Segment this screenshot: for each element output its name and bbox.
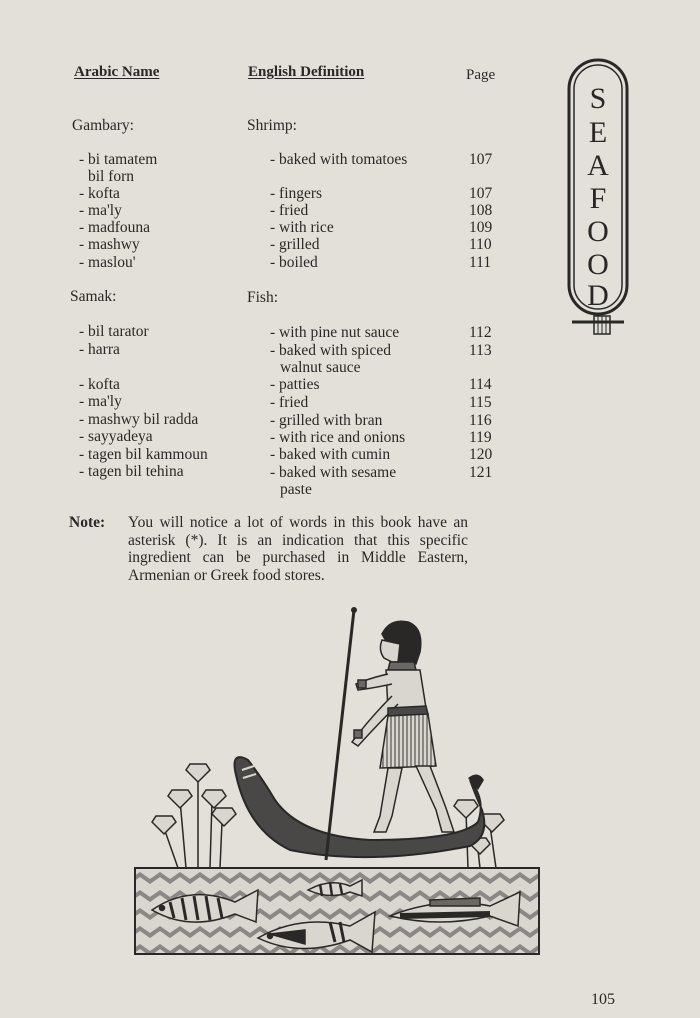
list-item-page: 109 (469, 219, 493, 236)
note-label: Note: (69, 514, 106, 531)
list-item-arabic: - tagen bil tehina (79, 463, 184, 480)
list-item-arabic: - kofta (79, 185, 120, 202)
list-item-arabic: - madfouna (79, 219, 151, 236)
section-title-shrimp: Shrimp: (247, 117, 297, 134)
list-item-page: 120 (469, 446, 493, 463)
list-item-page: 111 (469, 254, 492, 271)
list-item-page: 115 (469, 394, 492, 411)
cartouche-letter: F (589, 182, 607, 215)
list-item-page: 107 (469, 185, 493, 202)
list-item-page: 121 (469, 464, 493, 481)
section-title-samak: Samak: (70, 288, 117, 305)
list-item-page: 113 (469, 342, 492, 359)
list-item-english: - baked with spiced (270, 342, 391, 359)
cartouche-letter: A (587, 149, 609, 182)
list-item-page: 116 (469, 412, 492, 429)
list-item-english: - patties (270, 376, 320, 393)
list-item-english: - grilled (270, 236, 320, 253)
egyptian-boatman-illustration (130, 600, 542, 970)
list-item-english: walnut sauce (280, 359, 361, 376)
list-item-arabic: - tagen bil kammoun (79, 446, 208, 463)
page-number: 105 (591, 991, 615, 1008)
list-item-english: - grilled with bran (270, 412, 383, 429)
cartouche-letter: D (587, 279, 609, 312)
note-text: You will notice a lot of words in this book have an asterisk (*). It is an indication that this specific ingredient can be purchased in Middle Eastern, Armenian or Greek food stores. (128, 514, 468, 584)
list-item-page: 108 (469, 202, 493, 219)
list-item-arabic: - sayyadeya (79, 428, 153, 445)
list-item-english: - fingers (270, 185, 323, 202)
list-item-page: 110 (469, 236, 492, 253)
list-item-page: 107 (469, 151, 493, 168)
list-item-english: - baked with tomatoes (270, 151, 408, 168)
section-title-gambary: Gambary: (72, 117, 134, 134)
cartouche-letter: S (589, 82, 607, 115)
list-item-page: 112 (469, 324, 492, 341)
list-item-arabic: - ma'ly (79, 393, 122, 410)
header-page: Page (466, 67, 496, 83)
list-item-arabic: - bil tarator (79, 323, 149, 340)
list-item-english: - with rice (270, 219, 334, 236)
list-item-page: 114 (469, 376, 492, 393)
list-item-arabic: - maslou' (79, 254, 136, 271)
list-item-arabic: - bi tamatem (79, 151, 158, 168)
cartouche-letter: O (587, 248, 609, 281)
list-item-english: - fried (270, 394, 309, 411)
list-item-english: paste (280, 481, 312, 498)
list-item-arabic: bil forn (88, 168, 135, 185)
list-item-arabic: - mashwy bil radda (79, 411, 199, 428)
list-item-page: 119 (469, 429, 492, 446)
cartouche-letter: E (588, 116, 608, 149)
header-english-definition: English Definition (248, 64, 365, 80)
list-item-english: - with rice and onions (270, 429, 406, 446)
list-item-arabic: - kofta (79, 376, 120, 393)
list-item-english: - with pine nut sauce (270, 324, 400, 341)
list-item-arabic: - ma'ly (79, 202, 122, 219)
list-item-english: - fried (270, 202, 309, 219)
list-item-english: - baked with sesame (270, 464, 397, 481)
list-item-arabic: - mashwy (79, 236, 140, 253)
cartouche-frame-icon (566, 58, 630, 336)
cartouche-letter: O (587, 215, 609, 248)
section-title-fish: Fish: (247, 289, 279, 306)
seafood-cartouche (566, 58, 630, 336)
list-item-english: - boiled (270, 254, 318, 271)
list-item-arabic: - harra (79, 341, 120, 358)
list-item-english: - baked with cumin (270, 446, 391, 463)
egyptian-boatman-icon (130, 600, 542, 970)
header-arabic-name: Arabic Name (74, 64, 160, 80)
